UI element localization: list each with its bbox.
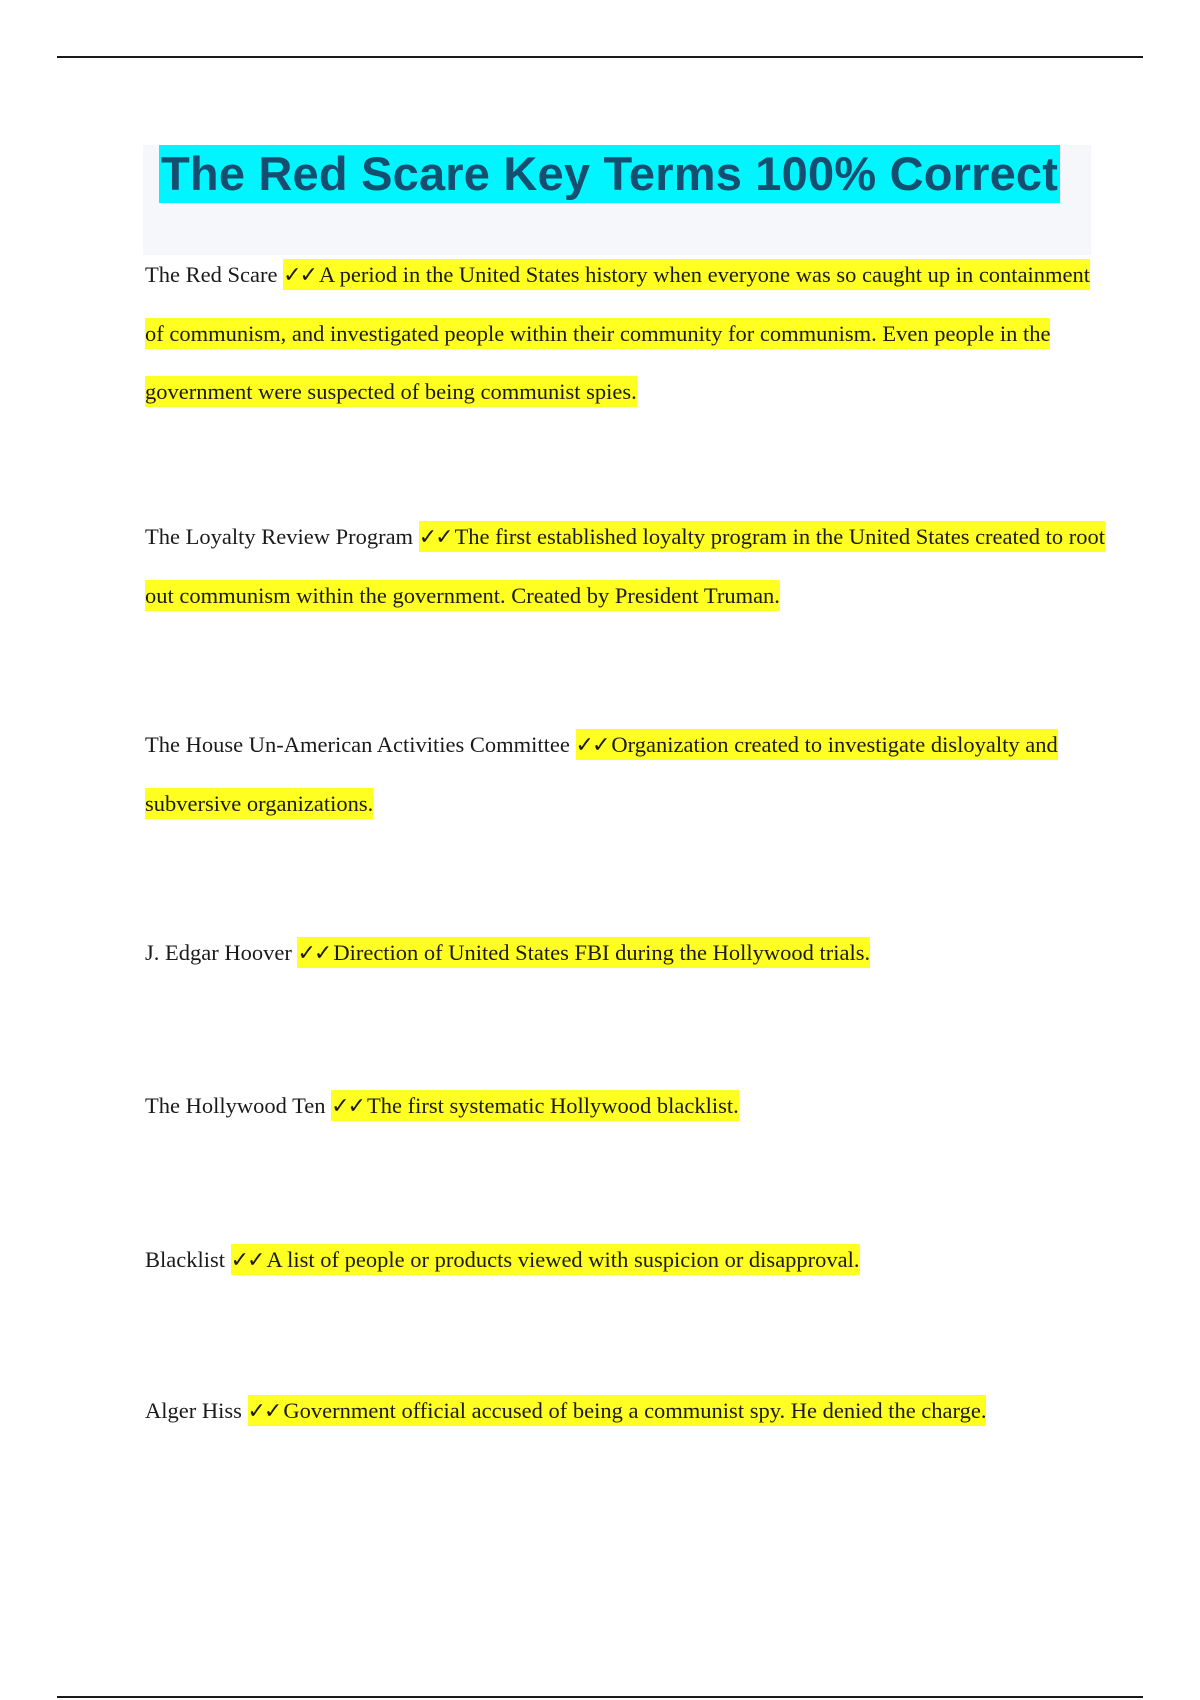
definition-text: The first systematic Hollywood blacklist. [366, 1093, 739, 1118]
double-check-icon: ✓✓ [575, 733, 609, 758]
definition-text: A list of people or products viewed with suspicion or disapproval. [266, 1247, 860, 1272]
double-check-icon: ✓✓ [418, 525, 452, 550]
term-label: Blacklist [145, 1247, 225, 1272]
definition-text: Government official accused of being a communist spy. He denied the charge. [283, 1398, 987, 1423]
double-check-icon: ✓✓ [230, 1248, 264, 1273]
double-check-icon: ✓✓ [297, 941, 331, 966]
document-title: The Red Scare Key Terms 100% Correct [159, 145, 1060, 203]
key-term-entry [145, 246, 1105, 421]
definition-text: The first established loyalty program in the United States created to root out communism within the government. Created by President Truman. [145, 524, 1106, 608]
term-label: The House Un-American Activities Committee [145, 732, 570, 757]
double-check-icon: ✓✓ [247, 1399, 281, 1424]
double-check-icon: ✓✓ [331, 1094, 364, 1119]
definition-highlight [145, 259, 1090, 407]
term-label: The Loyalty Review Program [145, 524, 414, 549]
key-term-entry [145, 1077, 1105, 1136]
key-term-entry [145, 1382, 1105, 1441]
definition-text: A period in the United States history when everyone was so caught up in containment of communism, and investigated people within their community for communism. Even people in the government were suspected of being communist spies. [145, 262, 1091, 404]
term-label: J. Edgar Hoover [145, 940, 292, 965]
key-term-entry [145, 1231, 1105, 1290]
page-bottom-rule [57, 1696, 1143, 1698]
definition-text: Organization created to investigate disloyalty and subversive organizations. [145, 732, 1058, 816]
definition-text: Direction of United States FBI during the Hollywood trials. [333, 940, 871, 965]
key-term-entry [145, 716, 1105, 833]
definition-highlight [231, 1244, 860, 1275]
term-label: The Red Scare [145, 262, 278, 287]
page-top-rule [57, 56, 1143, 58]
key-term-entry [145, 508, 1105, 625]
term-label: The Hollywood Ten [145, 1093, 326, 1118]
key-term-entry [145, 924, 1105, 983]
double-check-icon: ✓✓ [283, 263, 316, 288]
definition-highlight [248, 1395, 987, 1426]
definition-highlight [297, 937, 870, 968]
definition-highlight [331, 1090, 739, 1121]
term-label: Alger Hiss [145, 1398, 242, 1423]
